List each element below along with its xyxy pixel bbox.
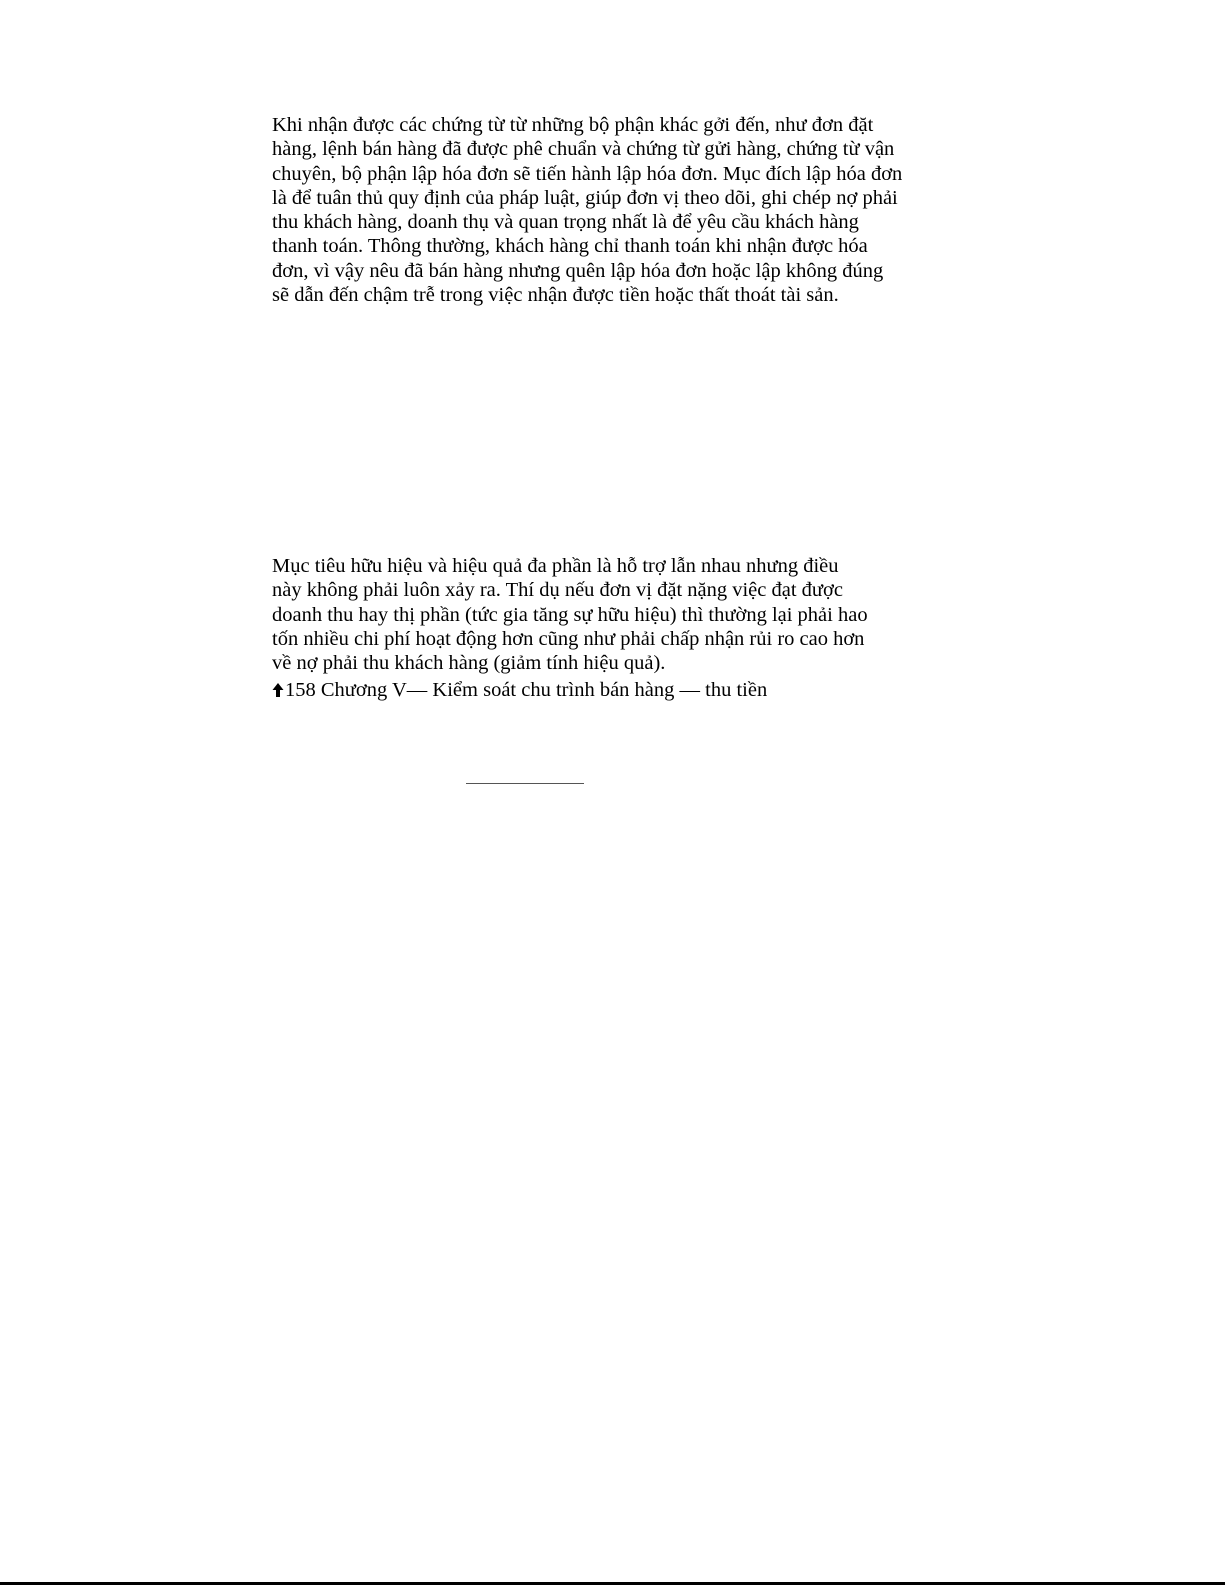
- text-line: về nợ phải thu khách hàng (giảm tính hiệu quả).: [272, 652, 666, 675]
- up-arrow-icon[interactable]: [272, 680, 284, 696]
- text-line: Khi nhận được các chứng từ từ những bộ phận khác gởi đến, như đơn đặt: [272, 114, 874, 136]
- text-line: Mục tiêu hữu hiệu và hiệu quả đa phần là hỗ trợ lẫn nhau nhưng điều: [272, 555, 839, 577]
- text-line: tốn nhiều chi phí hoạt động hơn cũng như phải chấp nhận rủi ro cao hơn: [272, 627, 865, 650]
- text-line: hàng, lệnh bán hàng đã được phê chuẩn và chứng từ gửi hàng, chứng từ vận: [272, 138, 895, 161]
- text-line: là để tuân thủ quy định của pháp luật, giúp đơn vị theo dõi, ghi chép nợ phải: [272, 186, 898, 209]
- text-line: doanh thu hay thị phần (tức gia tăng sự hữu hiệu) thì thường lại phải hao: [272, 603, 868, 626]
- text-line: thanh toán. Thông thường, khách hàng chỉ thanh toán khi nhận được hóa: [272, 235, 868, 258]
- page-footer: [272, 678, 767, 702]
- separator-rule: [466, 783, 584, 784]
- paragraph-effectiveness: [272, 554, 952, 675]
- text-line: đơn, vì vậy nêu đã bán hàng nhưng quên lập hóa đơn hoặc lập không đúng: [272, 259, 884, 282]
- footer-text: 158 Chương V— Kiểm soát chu trình bán hàng — thu tiền: [285, 679, 768, 701]
- text-line: chuyên, bộ phận lập hóa đơn sẽ tiến hành lập hóa đơn. Mục đích lập hóa đơn: [272, 162, 903, 185]
- text-line: sẽ dẫn đến chậm trễ trong việc nhận được tiền hoặc thất thoát tài sản.: [272, 284, 839, 307]
- paragraph-invoicing: [272, 113, 952, 307]
- text-line: thu khách hàng, doanh thụ và quan trọng nhất là để yêu cầu khách hàng: [272, 211, 859, 234]
- text-line: này không phải luôn xảy ra. Thí dụ nếu đơn vị đặt nặng việc đạt được: [272, 579, 843, 602]
